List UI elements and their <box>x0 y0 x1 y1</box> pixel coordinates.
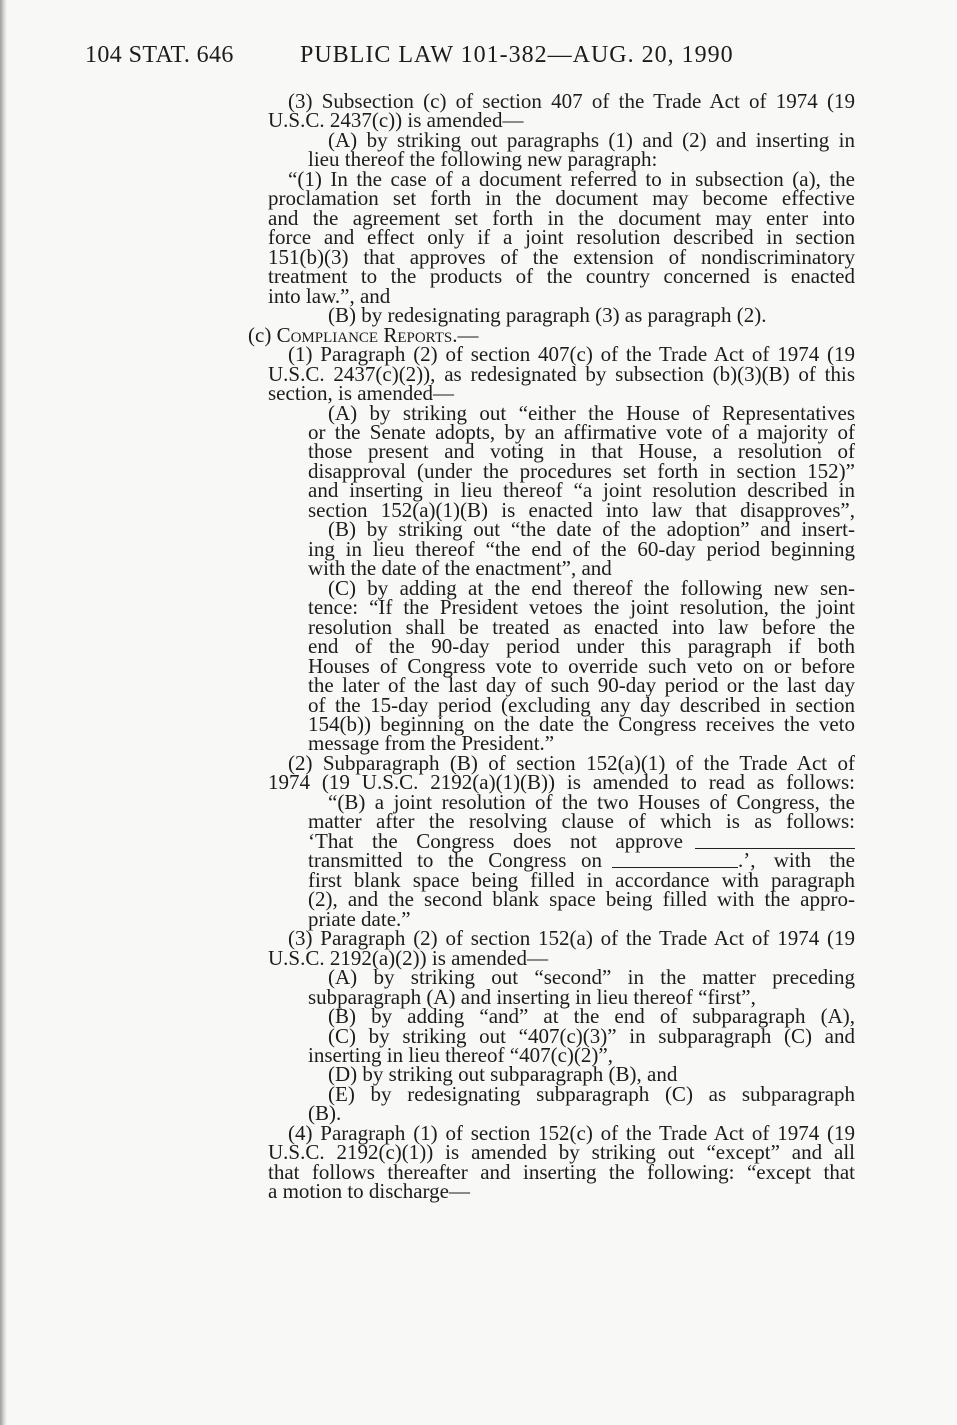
text-line: subparagraph (A) and inserting in lieu thereof “first”, <box>308 984 756 1009</box>
statute-text <box>0 89 957 1204</box>
text-line: (1) Paragraph (2) of section 407(c) of the Trade Act of 1974 (19 <box>288 342 855 367</box>
law-title: PUBLIC LAW 101-382—AUG. 20, 1990 <box>300 42 734 68</box>
text-line: matter after the resolving clause of which is as follows: <box>308 809 855 834</box>
text-line: 1974 (19 U.S.C. 2192(a)(1)(B)) is amended to read as follows: <box>268 770 855 795</box>
text-line: (D) by striking out subparagraph (B), and <box>328 1062 678 1087</box>
text-line: section 152(a)(1)(B) is enacted into law that disapproves”, <box>308 497 855 522</box>
text-line: 154(b)) beginning on the date the Congress receives the veto <box>308 712 855 736</box>
text-line: a motion to discharge— <box>268 1179 470 1204</box>
page-header <box>0 41 957 69</box>
heading-punctuation: .— <box>452 322 479 347</box>
text-line: U.S.C. 2192(c)(1)) is amended by striking out “except” and all <box>268 1140 855 1165</box>
text-line: that follows thereafter and inserting the following: “except that <box>268 1159 855 1184</box>
text-line: (2), and the second blank space being filled with the appro- <box>308 887 855 912</box>
text-line: end of the 90-day period under this paragraph if both <box>308 634 855 659</box>
page-citation: 104 STAT. 646 <box>85 42 234 68</box>
text-line: force and effect only if a joint resolution described in section <box>268 225 855 250</box>
text-line: (E) by redesignating subparagraph (C) as subparagraph <box>328 1081 855 1106</box>
text-line: priate date.” <box>308 906 411 931</box>
text-line: (2) Subparagraph (B) of section 152(a)(1) of the Trade Act of <box>288 750 855 775</box>
text-line: (B) by striking out “the date of the adoption” and insert- <box>328 517 855 542</box>
text-line: U.S.C. 2437(c)) is amended— <box>268 108 524 133</box>
text-line: (A) by striking out “either the House of Representatives <box>328 400 855 425</box>
text-line: proclamation set forth in the document may become effective <box>268 186 855 211</box>
text-line: first blank space being filled in accordance with paragraph <box>308 867 855 892</box>
text-line: or the Senate adopts, by an affirmative vote of a majority of <box>308 419 855 444</box>
text-line: and the agreement set forth in the document may enter into <box>268 205 855 230</box>
text-line: “(B) a joint resolution of the two Houses of Congress, the <box>328 789 855 814</box>
text-line: into law.”, and <box>268 283 391 308</box>
text-line: and inserting in lieu thereof “a joint resolution described in <box>308 478 855 503</box>
text-line: (A) by striking out “second” in the matter preceding <box>328 965 855 990</box>
text-line: lieu thereof the following new paragraph: <box>308 147 658 172</box>
text-line: inserting in lieu thereof “407(c)(2)”, <box>308 1042 613 1067</box>
text-line: the later of the last day of such 90-day period or the last day <box>308 673 855 698</box>
line-text: ‘That the Congress does not approve <box>308 828 683 853</box>
text-line: (4) Paragraph (1) of section 152(c) of the Trade Act of 1974 (19 <box>288 1120 855 1145</box>
text-line: with the date of the enactment”, and <box>308 556 612 581</box>
text-line: (B). <box>308 1101 342 1126</box>
line-text: transmitted to the Congress on <box>308 848 602 873</box>
section-heading-text: Compliance Reports <box>276 322 453 347</box>
text-line: (3) Paragraph (2) of section 152(a) of the Trade Act of 1974 (19 <box>288 926 855 951</box>
text-line: Houses of Congress vote to override such veto on or before <box>308 653 855 678</box>
text-line: U.S.C. 2192(a)(2)) is amended— <box>268 945 548 970</box>
text-line: (C) by adding at the end thereof the following new sen- <box>328 575 855 600</box>
text-line: U.S.C. 2437(c)(2)), as redesignated by subsection (b)(3)(B) of this <box>268 361 855 386</box>
text-line: disapproval (under the procedures set forth in section 152)” <box>308 458 855 483</box>
line-text: .’, with the <box>738 848 855 873</box>
text-line: treatment to the products of the country concerned is enacted <box>268 264 855 289</box>
text-line: ing in lieu thereof “the end of the 60-day period beginning <box>308 536 855 561</box>
text-line: (A) by striking out paragraphs (1) and (2) and inserting in <box>328 127 855 152</box>
text-line: (B) by adding “and” at the end of subparagraph (A), <box>328 1004 855 1029</box>
text-line: (C) by striking out “407(c)(3)” in subparagraph (C) and <box>328 1023 855 1048</box>
text-line: resolution shall be treated as enacted into law before the <box>308 614 855 639</box>
text-line: (3) Subsection (c) of section 407 of the Trade Act of 1974 (19 <box>288 89 855 113</box>
text-line: section, is amended— <box>268 381 455 406</box>
blank-underline <box>612 851 738 868</box>
text-line: of the 15-day period (excluding any day described in section <box>308 692 855 717</box>
text-line: tence: “If the President vetoes the joint resolution, the joint <box>308 595 855 620</box>
text-line: (B) by redesignating paragraph (3) as paragraph (2). <box>328 303 767 328</box>
text-line: those present and voting in that House, a resolution of <box>308 439 855 464</box>
text-line: “(1) In the case of a document referred to in subsection (a), the <box>288 166 855 191</box>
blank-underline <box>695 832 855 849</box>
text-line: 151(b)(3) that approves of the extension of nondiscriminatory <box>268 244 855 269</box>
section-label: (c) <box>248 322 272 347</box>
text-line: message from the President.” <box>308 731 555 756</box>
